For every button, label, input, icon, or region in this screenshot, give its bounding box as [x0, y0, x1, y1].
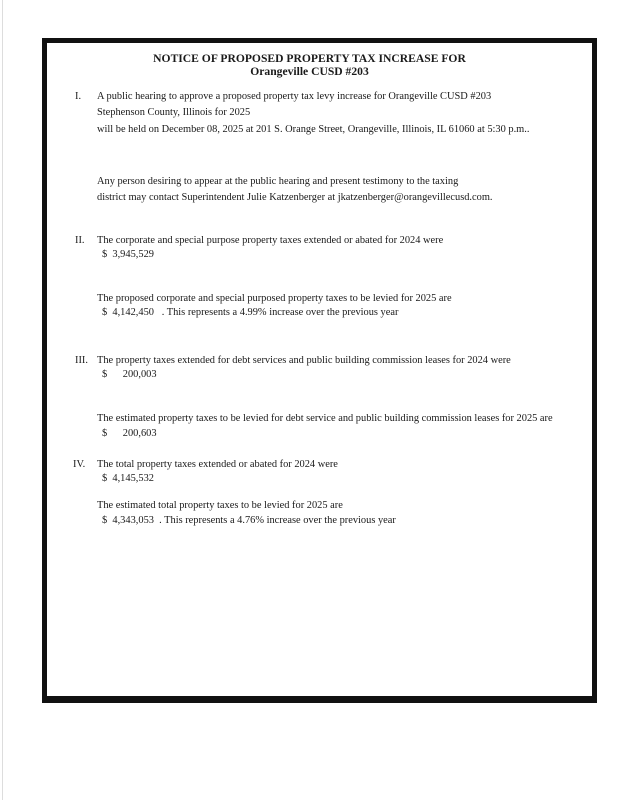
section-numeral: IV.	[73, 459, 86, 470]
contact-text: Any person desiring to appear at the public hearing and present testimony to the taxing	[97, 176, 459, 187]
amount: $ 4,145,532	[102, 473, 154, 484]
section-numeral: III.	[75, 355, 88, 366]
amount: $ 4,343,053 . This represents a 4.76% increase over the previous year	[102, 515, 396, 526]
hearing-text: Stephenson County, Illinois for 2025	[97, 107, 251, 118]
section-numeral: II.	[75, 235, 85, 246]
statement-text: The total property taxes extended or abated for 2024 were	[97, 459, 338, 470]
statement-text: The property taxes extended for debt services and public building commission leases for 2024 were	[97, 355, 511, 366]
notice-title: NOTICE OF PROPOSED PROPERTY TAX INCREASE FOR	[153, 52, 466, 65]
statement-text: The estimated property taxes to be levied for debt service and public building commission leases for 2025 are	[97, 413, 553, 424]
statement-text: The corporate and special purpose property taxes extended or abated for 2024 were	[97, 235, 444, 246]
amount: $ 3,945,529	[102, 249, 154, 260]
amount: $ 4,142,450 . This represents a 4.99% increase over the previous year	[102, 307, 399, 318]
section-numeral: I.	[75, 91, 82, 102]
district-name: Orangeville CUSD #203	[250, 65, 369, 78]
hearing-text: will be held on December 08, 2025 at 201 S. Orange Street, Orangeville, Illinois, IL 61060 at 5:30 p.m..	[97, 124, 530, 135]
amount: $ 200,603	[102, 428, 157, 439]
contact-text: district may contact Superintendent Julie Katzenberger at jkatzenberger@orangevillecusd.com.	[97, 192, 493, 203]
amount: $ 200,003	[102, 369, 157, 380]
statement-text: The proposed corporate and special purposed property taxes to be levied for 2025 are	[97, 293, 452, 304]
hearing-text: A public hearing to approve a proposed property tax levy increase for Orangeville CUSD #203	[97, 91, 492, 102]
scan-edge	[2, 0, 3, 800]
statement-text: The estimated total property taxes to be levied for 2025 are	[97, 500, 343, 511]
